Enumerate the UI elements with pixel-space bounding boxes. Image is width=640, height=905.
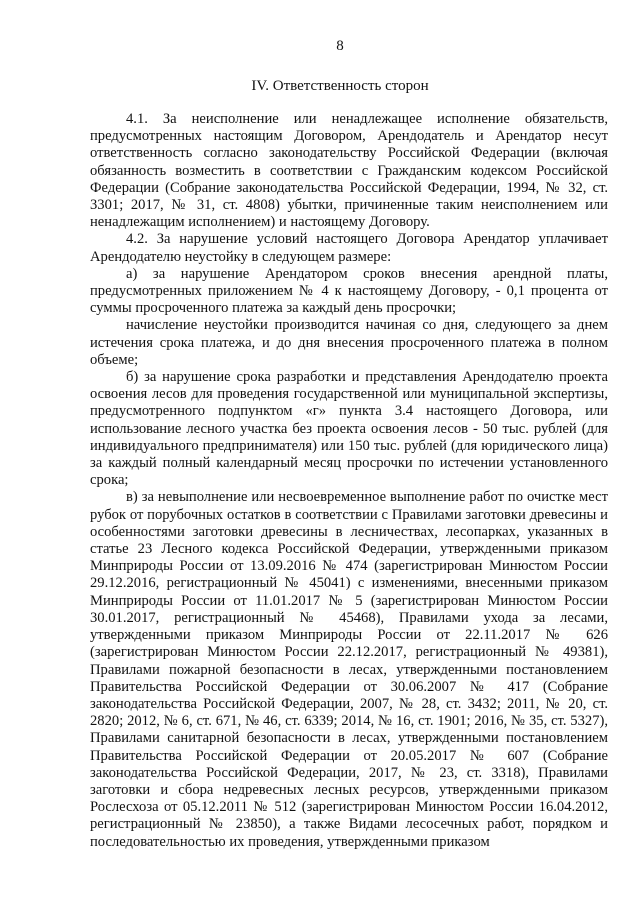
paragraph-4-1: 4.1. За неисполнение или ненадлежащее исполнение обязательств, предусмотренных настоящим Договором, Арендодатель и Арендатор несут ответственность согласно законодательству Российской Федерации (включая обязанность возместить в соответствии с Гражданским кодексом Российской Федерации (Собрание законодательства Российской Федерации, 1994, № 32, ст. 3301; 2017, № 31, ст. 4808) убытки, причиненные таким неисполнением или ненадлежащим исполнением) и настоящему Договору. bbox=[90, 111, 608, 231]
document-body bbox=[90, 111, 608, 851]
paragraph-item-v: в) за невыполнение или несвоевременное выполнение работ по очистке мест рубок от порубочных остатков в соответствии с Правилами заготовки древесины и особенностями заготовки древесины в лесничествах, лесопарках, указанных в статье 23 Лесного кодекса Российской Федерации, утвержденными приказом Минприроды России от 13.09.2016 № 474 (зарегистрирован Минюстом России 29.12.2016, регистрационный № 45041) с изменениями, внесенными приказом Минприроды России от 11.01.2017 № 5 (зарегистрирован Минюстом России 30.01.2017, регистрационный № 45468), Правилами ухода за лесами, утвержденными приказом Минприроды России от 22.11.2017 № 626 (зарегистрирован Минюстом России 22.12.2017, регистрационный № 49381), Правилами пожарной безопасности в лесах, утвержденными постановлением Правительства Российской Федерации от 30.06.2007 № 417 (Собрание законодательства Российской Федерации, 2007, № 28, ст. 3432; 2011, № 20, ст. 2820; 2012, № 6, ст. 671, № 46, ст. 6339; 2014, № 16, ст. 1901; 2016, № 35, ст. 5327), Правилами санитарной безопасности в лесах, утвержденными постановлением Правительства Российской Федерации от 20.05.2017 № 607 (Собрание законодательства Российской Федерации, 2017, № 23, ст. 3318), Правилами заготовки и сбора недревесных лесных ресурсов, утвержденными приказом Рослесхоза от 05.12.2011 № 512 (зарегистрирован Минюстом России 16.04.2012, регистрационный № 23850), а также Видами лесосечных работ, порядком и последовательностью их проведения, утвержденными приказом bbox=[90, 489, 608, 850]
page-number: 8 bbox=[336, 38, 344, 54]
paragraph-item-b: б) за нарушение срока разработки и представления Арендодателю проекта освоения лесов для проведения государственной или муниципальной экспертизы, предусмотренного подпунктом «г» пункта 3.4 настоящего Договора, или использование лесного участка без проекта освоения лесов - 50 тыс. рублей (для индивидуального предпринимателя) или 150 тыс. рублей (для юридического лица) за каждый полный календарный месяц просрочки по истечении установленного срока; bbox=[90, 369, 608, 489]
paragraph-item-a: а) за нарушение Арендатором сроков внесения арендной платы, предусмотренных приложением № 4 к настоящему Договору, - 0,1 процента от суммы просроченного платежа за каждый день просрочки; bbox=[90, 265, 608, 317]
paragraph-penalty-accrual: начисление неустойки производится начиная со дня, следующего за днем истечения срока платежа, и до дня внесения просроченного платежа в полном объеме; bbox=[90, 317, 608, 368]
section-heading: IV. Ответственность сторон bbox=[251, 78, 429, 94]
paragraph-4-2: 4.2. За нарушение условий настоящего Договора Арендатор уплачивает Арендодателю неустойку в следующем размере: bbox=[90, 231, 608, 265]
